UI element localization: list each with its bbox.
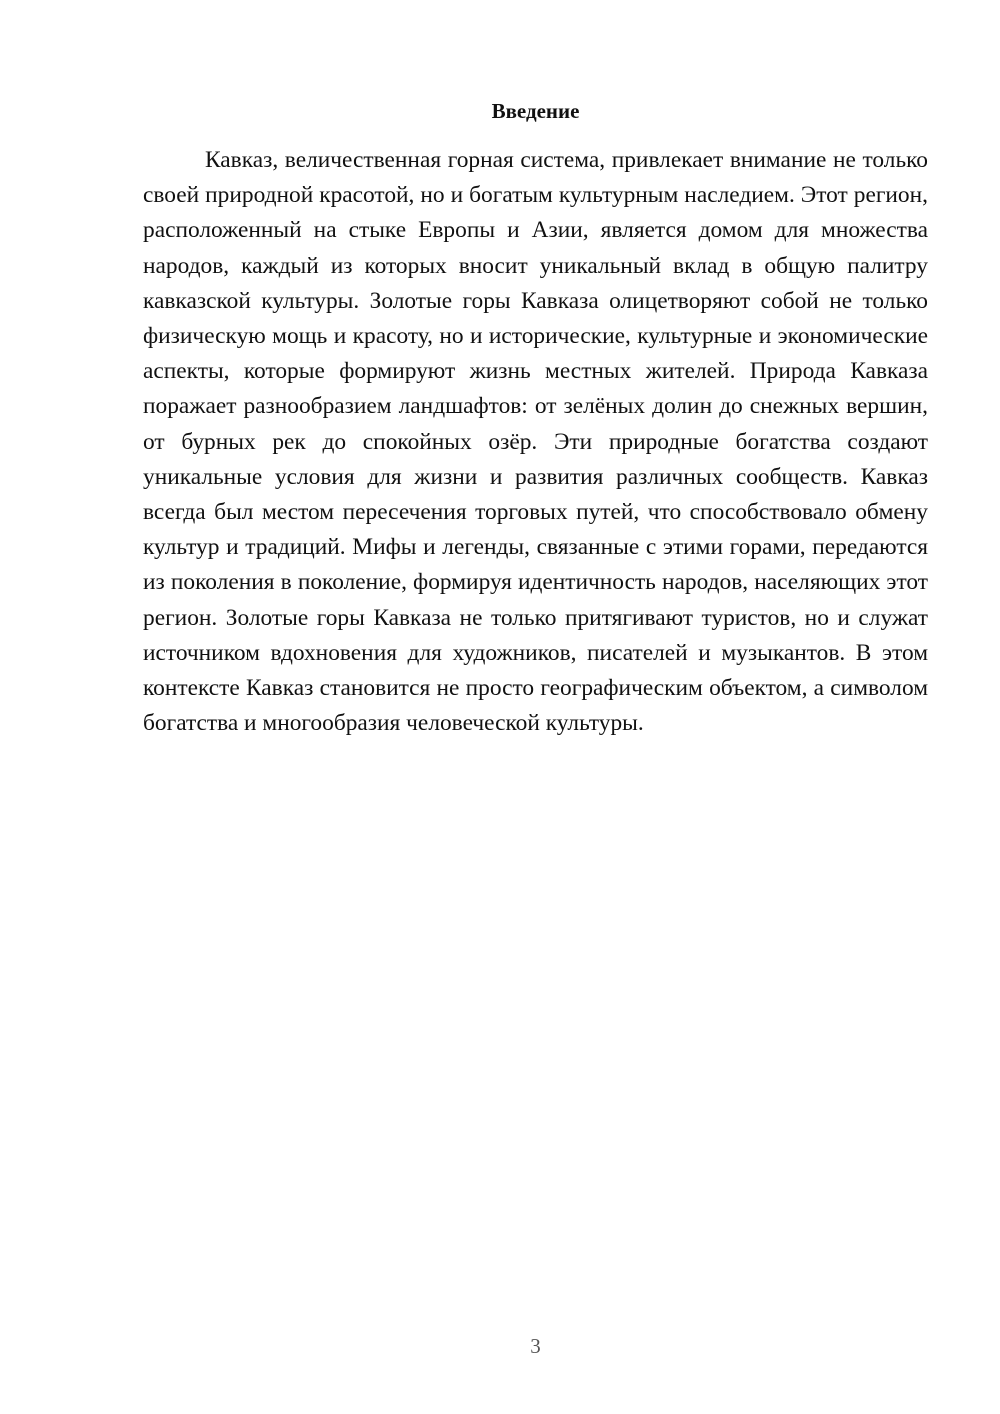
body-paragraph: Кавказ, величественная горная система, привлекает внимание не только своей природной красотой, но и богатым культурным наследием. Этот регион, расположенный на стыке Европы и Азии, является домом для множества народов, каждый из которых вносит уникальный вклад в общую палитру кавказской культуры. Золотые горы Кавказа олицетворяют собой не только физическую мощь и красоту, но и исторические, культурные и экономические аспекты, которые формируют жизнь местных жителей. Природа Кавказа поражает разнообразием ландшафтов: от зелёных долин до снежных вершин, от бурных рек до спокойных озёр. Эти природные богатства создают уникальные условия для жизни и развития различных сообществ. Кавказ всегда был местом пересечения торговых путей, что способствовало обмену культур и традиций. Мифы и легенды, связанные с этими горами, передаются из поколения в поколение, формируя идентичность народов, населяющих этот регион. Золотые горы Кавказа не только притягивают туристов, но и служат источником вдохновения для художников, писателей и музыкантов. В этом контексте Кавказ становится не просто географическим объектом, а символом богатства и многообразия человеческой культуры.: [143, 147, 928, 737]
page-number: 3: [530, 1334, 541, 1358]
section-title: Введение: [491, 99, 580, 123]
